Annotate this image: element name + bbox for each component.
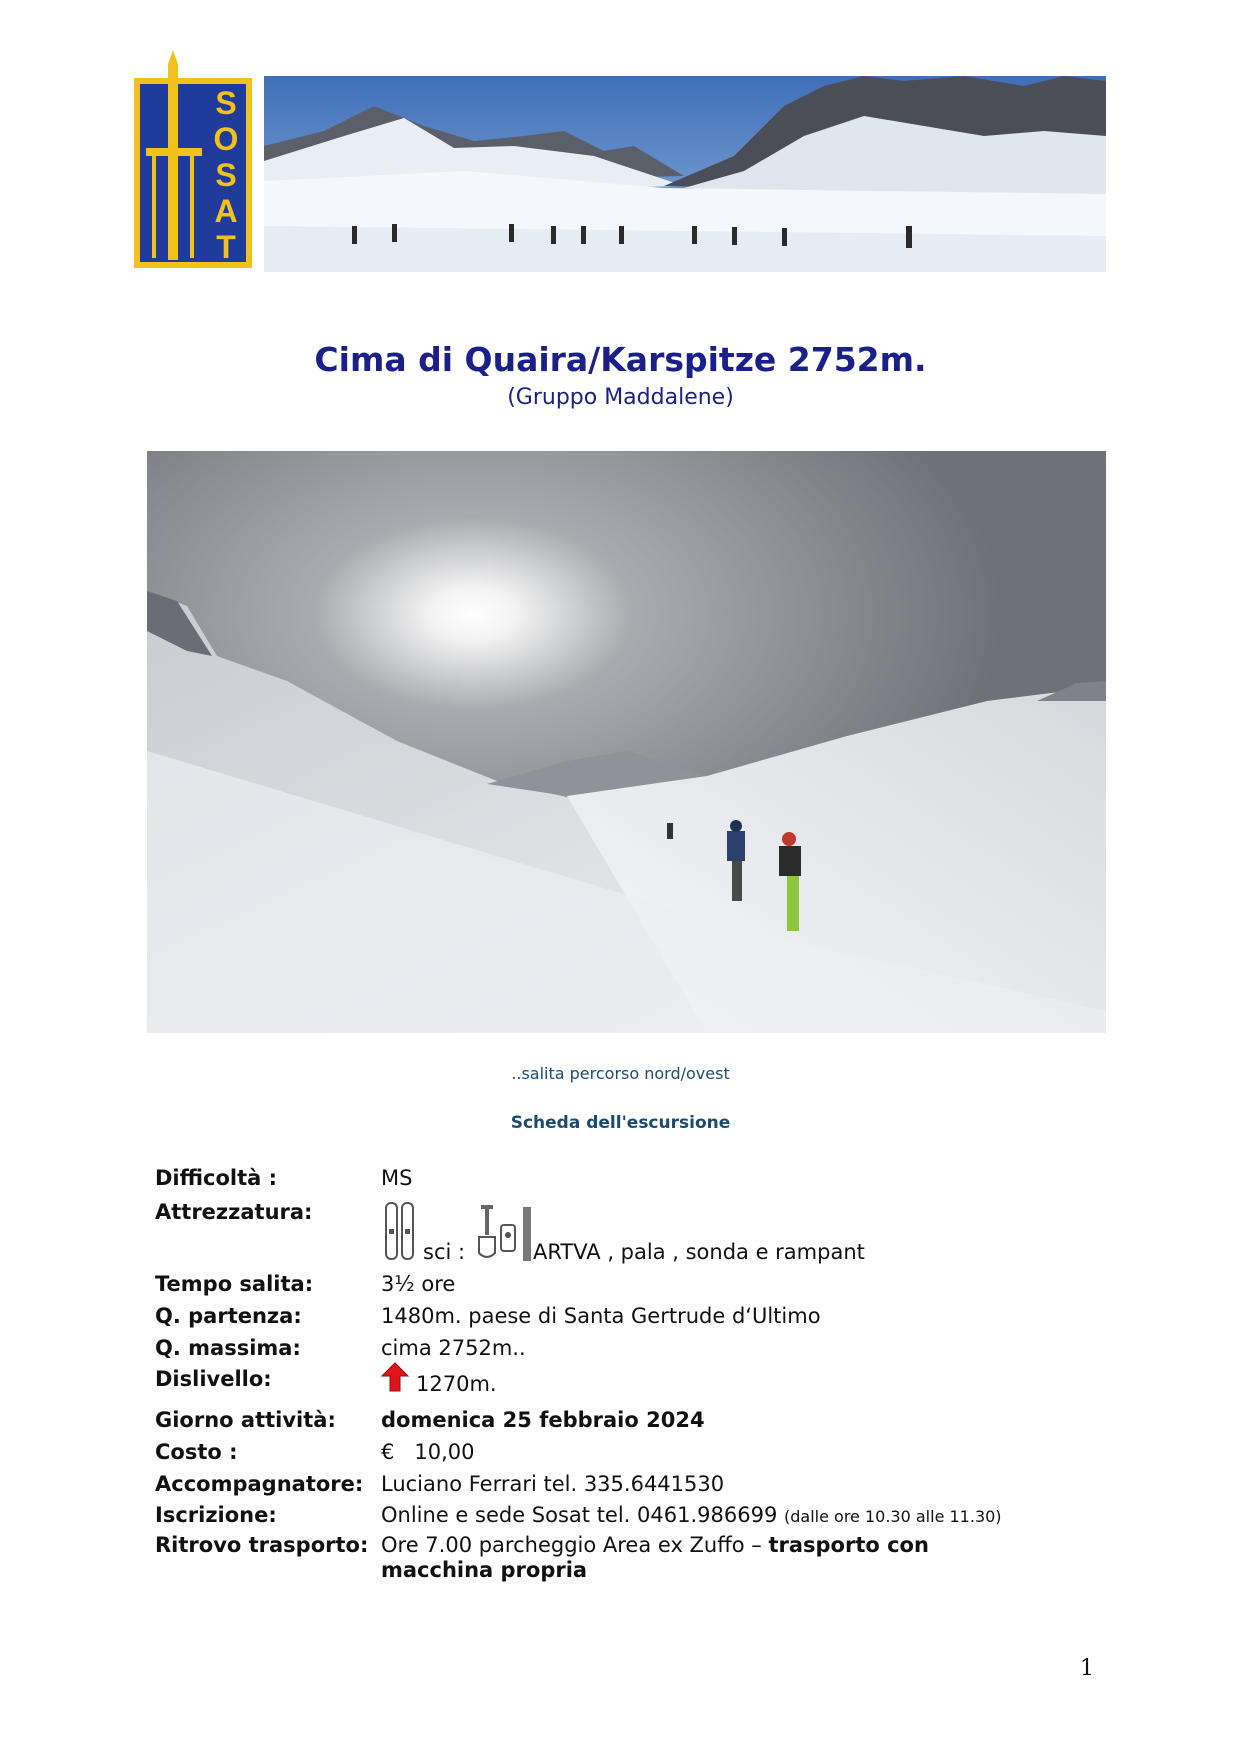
costo-label: Costo :: [155, 1440, 238, 1464]
avalanche-gear-icon: [475, 1203, 535, 1267]
sosat-logo: [132, 50, 254, 270]
ritrovo-bold-1: trasporto con: [768, 1533, 929, 1557]
giorno-value: domenica 25 febbraio 2024: [381, 1408, 705, 1432]
iscrizione-note: (dalle ore 10.30 alle 11.30): [784, 1507, 1002, 1526]
iscrizione-text: Online e sede Sosat tel. 0461.986699: [381, 1503, 778, 1527]
costo-value: € 10,00: [381, 1440, 475, 1464]
ritrovo-bold-2: macchina propria: [381, 1558, 588, 1582]
attrezzatura-sci: sci :: [423, 1240, 466, 1264]
main-photo: [147, 451, 1106, 1033]
partenza-value: 1480m. paese di Santa Gertrude d‘Ultimo: [381, 1304, 821, 1328]
page-title: Cima di Quaira/Karspitze 2752m.: [314, 340, 927, 379]
accompagnatore-value: Luciano Ferrari tel. 335.6441530: [381, 1472, 725, 1496]
dislivello-value: 1270m.: [416, 1372, 497, 1396]
accompagnatore-label: Accompagnatore:: [155, 1472, 364, 1496]
giorno-label: Giorno attività:: [155, 1408, 336, 1432]
logo-letter: O: [213, 121, 239, 157]
photo-caption: ..salita percorso nord/ovest: [511, 1064, 730, 1083]
ritrovo-value: [381, 1533, 929, 1557]
difficolta-label: Difficoltà :: [155, 1166, 278, 1190]
logo-letter: S: [215, 157, 237, 193]
up-arrow-icon: [381, 1362, 409, 1396]
attrezzatura-rest: ARTVA , pala , sonda e rampant: [533, 1240, 865, 1264]
tempo-value: 3½ ore: [381, 1272, 456, 1296]
difficolta-value: MS: [381, 1166, 413, 1190]
page-number: 1: [1080, 1656, 1094, 1681]
logo-letter: S: [215, 85, 237, 121]
logo-letter: T: [216, 229, 236, 265]
logo-letter: A: [214, 193, 238, 229]
skis-icon: [384, 1201, 416, 1265]
ritrovo-text: Ore 7.00 parcheggio Area ex Zuffo –: [381, 1533, 762, 1557]
header-banner-image: [264, 76, 1106, 272]
ritrovo-label: Ritrovo trasporto:: [155, 1533, 369, 1557]
iscrizione-label: Iscrizione:: [155, 1503, 277, 1527]
partenza-label: Q. partenza:: [155, 1304, 302, 1328]
massima-label: Q. massima:: [155, 1336, 301, 1360]
page-subtitle: (Gruppo Maddalene): [507, 385, 734, 410]
dislivello-label: Dislivello:: [155, 1367, 272, 1391]
section-heading: Scheda dell'escursione: [510, 1113, 731, 1133]
attrezzatura-label: Attrezzatura:: [155, 1200, 313, 1224]
tempo-label: Tempo salita:: [155, 1272, 314, 1296]
massima-value: cima 2752m..: [381, 1336, 526, 1360]
iscrizione-value: [381, 1503, 1002, 1527]
